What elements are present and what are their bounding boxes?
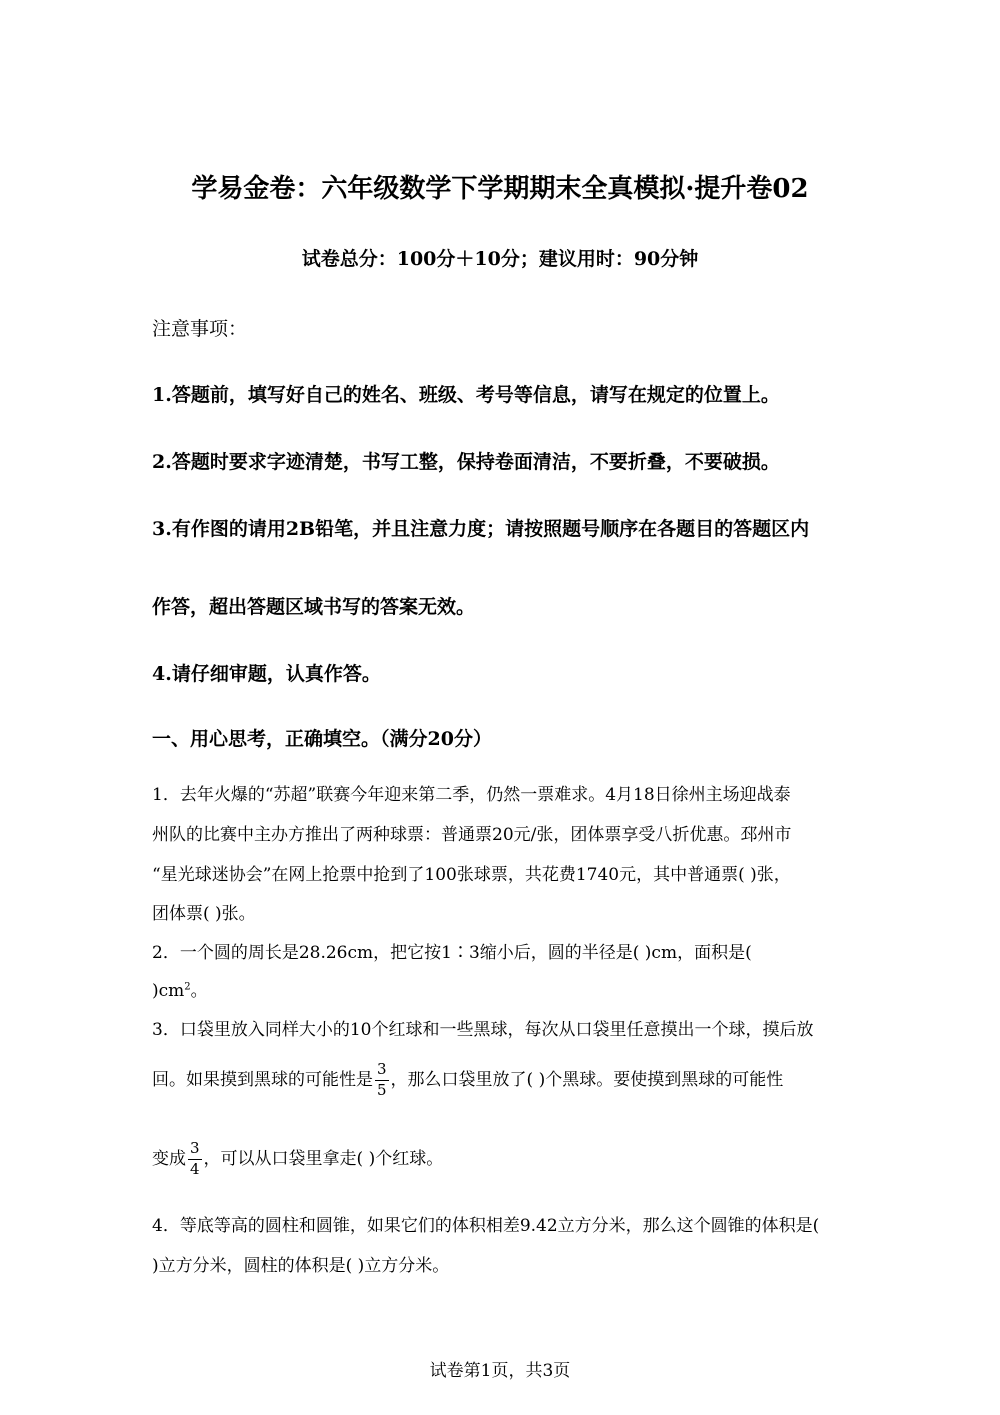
question-2-text: 。	[190, 981, 208, 1001]
fraction	[375, 1062, 389, 1099]
page-title: 学易金卷：六年级数学下学期期末全真模拟·提升卷02	[191, 174, 809, 204]
note-item-continued: 作答，超出答题区域书写的答案无效。	[152, 596, 476, 618]
question-2-line	[152, 976, 208, 1001]
note-item: 2.答题时要求字迹清楚，书写工整，保持卷面清洁，不要折叠，不要破损。	[152, 451, 780, 473]
question-3-text: 回。如果摸到黑球的可能性是	[152, 1069, 373, 1090]
section-heading: 一、用心思考，正确填空。（满分20分）	[152, 728, 492, 750]
question-3-line	[152, 1141, 443, 1178]
question-4-line: )立方分米，圆柱的体积是( )立方分米。	[152, 1256, 450, 1276]
question-1-line: 州队的比赛中主办方推出了两种球票：普通票20元/张，团体票享受八折优惠。邳州市	[152, 825, 792, 845]
question-1-line: 团体票( )张。	[152, 904, 256, 924]
question-1-line: “星光球迷协会”在网上抢票中抢到了100张球票，共花费1740元，其中普通票( )张，	[152, 865, 791, 885]
question-2-text: )cm	[152, 981, 185, 1001]
fraction-numerator: 3	[377, 1060, 387, 1078]
note-item: 3.有作图的请用2B铅笔，并且注意力度；请按照题号顺序在各题目的答题区内	[152, 518, 810, 540]
superscript: 2	[184, 981, 191, 993]
question-3-line: 3．口袋里放入同样大小的10个红球和一些黑球，每次从口袋里任意摸出一个球，摸后放	[152, 1020, 814, 1040]
question-3-line	[152, 1062, 783, 1099]
fraction-denominator: 4	[190, 1159, 200, 1178]
note-item: 1.答题前，填写好自己的姓名、班级、考号等信息，请写在规定的位置上。	[152, 384, 780, 406]
fraction-numerator: 3	[190, 1139, 200, 1157]
question-4-line: 4．等底等高的圆柱和圆锥，如果它们的体积相差9.42立方分米，那么这个圆锥的体积是(	[152, 1216, 820, 1236]
exam-info: 试卷总分：100分＋10分；建议用时：90分钟	[301, 248, 699, 270]
notes-heading: 注意事项：	[152, 318, 248, 340]
question-3-text: 变成	[152, 1148, 186, 1169]
question-1-line: 1．去年火爆的“苏超”联赛今年迎来第二季，仍然一票难求。4月18日徐州主场迎战泰	[152, 785, 791, 805]
fraction-denominator: 5	[377, 1080, 387, 1099]
question-3-text: ，那么口袋里放了( )个黑球。要使摸到黑球的可能性	[390, 1069, 784, 1090]
question-2-line: 2．一个圆的周长是28.26cm，把它按1∶3缩小后，圆的半径是( )cm，面积是(	[152, 943, 752, 963]
question-3-text: ，可以从口袋里拿走( )个红球。	[203, 1148, 444, 1169]
note-item: 4.请仔细审题，认真作答。	[152, 663, 381, 685]
fraction	[188, 1141, 202, 1178]
page-footer: 试卷第1页，共3页	[429, 1361, 571, 1381]
